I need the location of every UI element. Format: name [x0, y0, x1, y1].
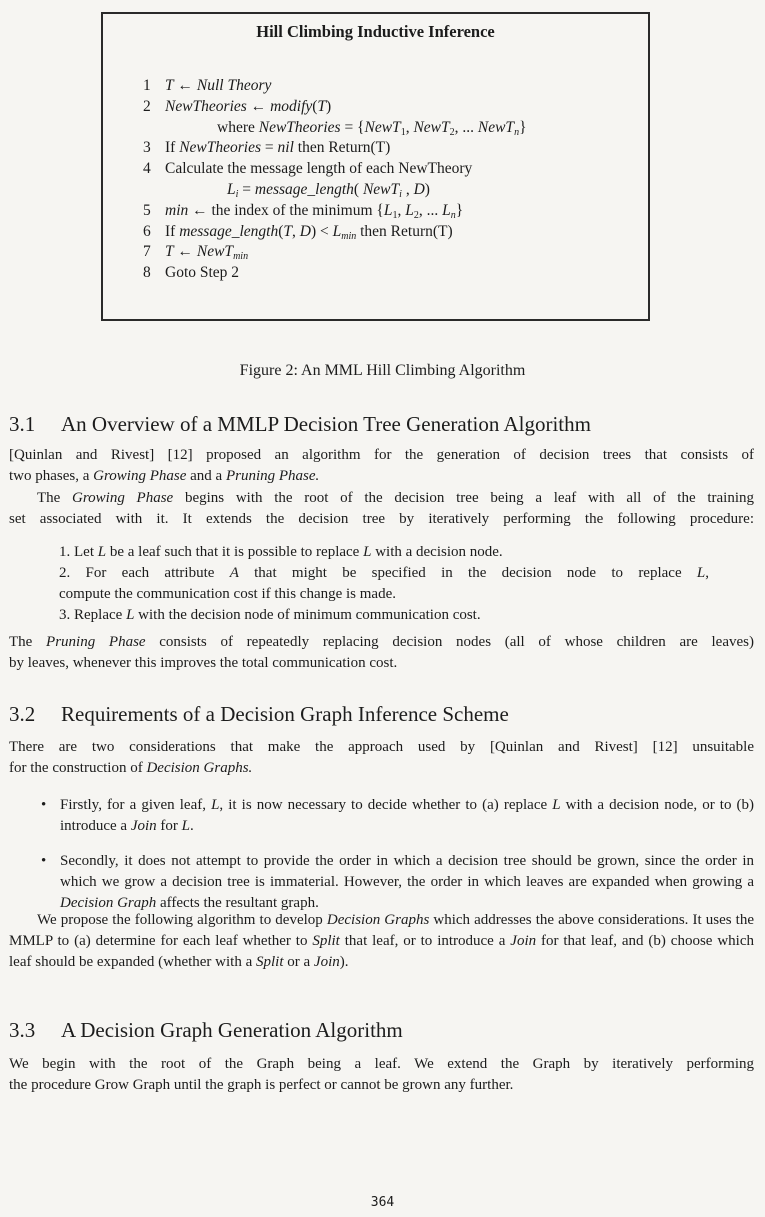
page-number: 364 [370, 1195, 395, 1210]
section-3-1-paragraph-3 [9, 632, 754, 674]
algorithm-step-3: 3 If NewTheories = nil then Return(T) [143, 139, 391, 157]
section-number: 3.2 [9, 702, 36, 726]
procedure-item-3: 3. Replace L with the decision node of minimum communication cost. [59, 607, 481, 623]
procedure-item-2-cont: compute the communication cost if this change is made. [59, 586, 396, 602]
figure-caption: Figure 2: An MML Hill Climbing Algorithm [239, 362, 526, 379]
consideration-item-2: • Secondly, it does not attempt to provide the order in which a decision tree should be grown, since the order in which we grow a decision tree is immaterial. However, the order in which leaves are expanded when growing a Decision Graph affects the resultant graph. [41, 853, 754, 911]
algorithm-step-2: 2 NewTheories ← modify(T) [143, 97, 332, 115]
section-3-1-paragraph-1 [9, 445, 754, 487]
section-3-3-heading [9, 1018, 403, 1043]
procedure-list [59, 542, 709, 626]
text-line: the procedure Grow Graph until the graph is perfect or cannot be grown any further. [9, 1077, 514, 1093]
section-3-2-intro [9, 737, 754, 779]
section-3-1-heading [9, 412, 591, 437]
section-number: 3.3 [9, 1018, 36, 1042]
text-line: There are two considerations that make the approach used by [Quinlan and Rivest] [12] unsuitable [9, 739, 754, 755]
section-title: A Decision Graph Generation Algorithm [61, 1018, 403, 1042]
algorithm-step-4-formula: $L_i$ = message_length( NewT$_i$ , D) [227, 180, 430, 200]
text-line: The Growing Phase begins with the root of the decision tree being a leaf with all of the training [37, 490, 754, 506]
algorithm-title: Hill Climbing Inductive Inference [256, 22, 495, 41]
procedure-item-2: 2. For each attribute A that might be specified in the decision node to replace L, [59, 565, 709, 581]
algorithm-figure-box [101, 12, 650, 321]
section-title: Requirements of a Decision Graph Inference Scheme [61, 702, 509, 726]
section-number: 3.1 [9, 412, 36, 436]
text-line: by leaves, whenever this improves the total communication cost. [9, 655, 398, 671]
considerations-list [39, 795, 754, 914]
procedure-item-1: 1. Let L be a leaf such that it is possible to replace L with a decision node. [59, 544, 503, 560]
text-line: set associated with it. It extends the decision tree by iteratively performing the following procedure: [9, 511, 754, 527]
algorithm-step-7: 7 T ← NewT$_{min}$ [143, 243, 249, 263]
section-3-1-paragraph-2 [9, 488, 754, 530]
bullet-icon: • [41, 853, 47, 869]
algorithm-step-4: 4 Calculate the message length of each NewTheory [143, 160, 473, 178]
text-line: [Quinlan and Rivest] [12] proposed an algorithm for the generation of decision trees that consists of [9, 447, 754, 463]
text-line: The Pruning Phase consists of repeatedly replacing decision nodes (all of whose children are leaves) [9, 634, 754, 650]
consideration-item-1: • Firstly, for a given leaf, L, it is now necessary to decide whether to (a) replace L with a decision node, or to (b) introduce a Join for L. [41, 797, 755, 834]
bullet-icon: • [41, 797, 47, 813]
text-line: two phases, a Growing Phase and a Pruning Phase. [9, 468, 320, 484]
algorithm-step-5: 5 min ← the index of the minimum {$L_1$, $L_2$, ... $L_n$} [143, 201, 464, 221]
text-line: We begin with the root of the Graph being a leaf. We extend the Graph by iteratively performing [9, 1056, 754, 1072]
text-line: for the construction of Decision Graphs. [9, 760, 253, 776]
algorithm-step-8: 8 Goto Step 2 [143, 264, 240, 282]
section-3-2-heading [9, 702, 509, 727]
algorithm-steps [143, 76, 527, 284]
algorithm-step-6: 6 If message_length(T, $D) < L_{min}$ then Return(T) [143, 222, 453, 242]
section-3-2-proposal: We propose the following algorithm to develop Decision Graphs which addresses the above considerations. It uses the MMLP to (a) determine for each leaf whether to Split that leaf, or to introduce a Join for that leaf, and (b) choose which leaf should be expanded (whether with a Split or a Join). [9, 912, 755, 970]
section-title: An Overview of a MMLP Decision Tree Generation Algorithm [61, 412, 591, 436]
algorithm-step-2-where: where NewTheories = {NewT$_1$, NewT$_2$, ... NewT$_n$} [217, 118, 527, 138]
section-3-3-paragraph [9, 1054, 754, 1096]
algorithm-step-1: 1 T ← Null Theory [143, 77, 272, 94]
